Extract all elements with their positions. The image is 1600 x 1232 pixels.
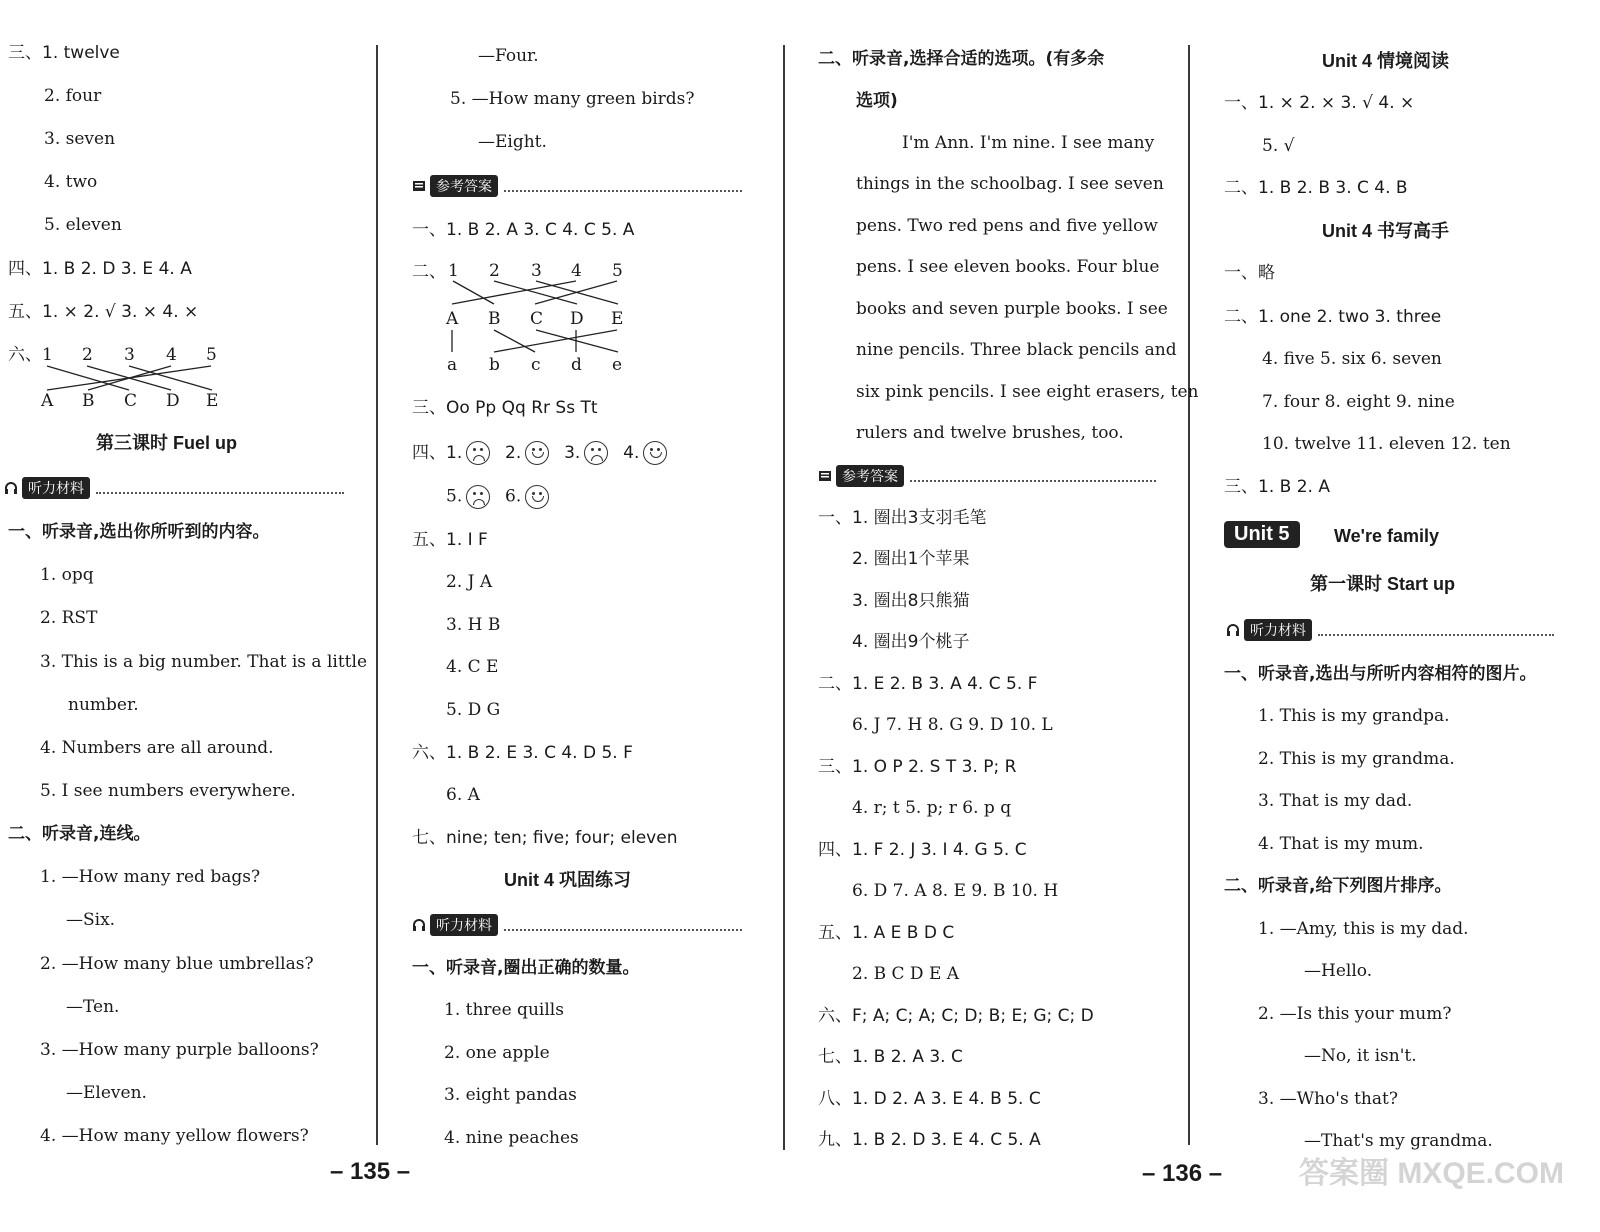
answer-label: [818, 465, 1156, 487]
answer-line: 七、nine; ten; five; four; eleven: [412, 828, 678, 848]
s3-line: 三、1. twelve: [8, 43, 120, 63]
answer-line: [446, 485, 553, 509]
listening-label: [1226, 619, 1554, 641]
answer-line: 一、1. 圈出3支羽毛笔: [818, 508, 987, 528]
match-top-label: 2: [489, 261, 500, 281]
listening-label: [412, 914, 742, 936]
unit-title: Unit 4 书写高手: [1322, 221, 1450, 241]
question-title: 一、听录音,圈出正确的数量。: [412, 958, 640, 978]
s6-prefix: 六、: [8, 345, 42, 365]
match-mid-label: E: [611, 309, 624, 329]
q-item: 4. That is my mum.: [1258, 834, 1424, 854]
q-item: 1. —How many red bags?: [40, 867, 261, 887]
match-top-label: 2: [82, 345, 93, 365]
match-bottom-label: d: [571, 355, 582, 375]
q-item: —Eight.: [478, 132, 547, 152]
q-item: 5. —How many green birds?: [450, 89, 695, 109]
unit-badge: Unit 5: [1224, 521, 1300, 548]
answer-line: 10. twelve 11. eleven 12. ten: [1262, 434, 1511, 454]
a4-num: 4.: [623, 443, 640, 463]
q-item: 3. That is my dad.: [1258, 791, 1413, 811]
a4-num: 1.: [446, 443, 463, 463]
match-line: [494, 281, 577, 304]
s6-matching-diagram: [36, 340, 236, 415]
answer-line: 五、1. I F: [412, 530, 488, 550]
listening-tag: 听力材料: [430, 914, 498, 936]
q-item: number.: [68, 695, 139, 715]
watermark-logo: [1299, 1158, 1564, 1190]
answer-line: 六、F; A; C; A; C; D; B; E; G; C; D: [818, 1006, 1094, 1026]
q-item: 3. This is a big number. That is a little: [40, 652, 368, 672]
q-item: 4. nine peaches: [444, 1128, 579, 1148]
passage-line: books and seven purple books. I see: [856, 299, 1168, 319]
lesson-title: 第一课时 Start up: [1310, 574, 1456, 594]
page-gutter: [783, 45, 785, 1150]
listening-tag: 听力材料: [1244, 619, 1312, 641]
answer-line: 4. r; t 5. p; r 6. p q: [852, 798, 1012, 818]
match-bottom-label: B: [82, 391, 95, 411]
page-number: – 136 –: [1142, 1160, 1223, 1187]
answer-line: [412, 441, 671, 465]
s3-line: 2. four: [44, 86, 102, 106]
s4-answers: 四、1. B 2. D 3. E 4. A: [8, 259, 192, 279]
q-item: 1. opq: [40, 565, 94, 585]
answer-line: 6. A: [446, 785, 480, 805]
dotted-rule: [504, 180, 742, 192]
answer-tag: 参考答案: [430, 175, 498, 197]
unit-title: Unit 4 巩固练习: [504, 870, 632, 890]
listening-label: [4, 477, 344, 499]
answer-line: 五、1. A E B D C: [818, 923, 955, 943]
passage-line: I'm Ann. I'm nine. I see many: [902, 133, 1155, 153]
question-title: 一、听录音,选出你所听到的内容。: [8, 522, 270, 542]
match-bottom-label: D: [166, 391, 180, 411]
column-divider: [1188, 45, 1190, 1145]
answer-line: 六、1. B 2. E 3. C 4. D 5. F: [412, 743, 633, 763]
question-title: 选项): [856, 91, 898, 111]
match-top-label: 1: [42, 345, 53, 365]
dotted-rule: [504, 919, 742, 931]
match-bottom-label: C: [124, 391, 138, 411]
match-bottom-label: a: [447, 355, 458, 375]
match-mid-label: C: [530, 309, 544, 329]
q-item: —Eleven.: [66, 1083, 147, 1103]
answer-line: 4. C E: [446, 657, 499, 677]
headphones-icon: [412, 918, 426, 932]
match-top-label: 5: [206, 345, 217, 365]
match-top-label: 5: [612, 261, 623, 281]
match-line: [452, 281, 576, 304]
answer-tag: 参考答案: [836, 465, 904, 487]
match-bottom-label: c: [531, 355, 541, 375]
passage-line: six pink pencils. I see eight erasers, ten: [856, 382, 1199, 402]
match-top-label: 3: [531, 261, 542, 281]
a4-num: 6.: [505, 486, 522, 507]
match-bottom-label: b: [489, 355, 500, 375]
match-top-label: 4: [571, 261, 582, 281]
headphones-icon: [1226, 623, 1240, 637]
answer-line: 四、1. F 2. J 3. I 4. G 5. C: [818, 840, 1027, 860]
answer-line: 2. 圈出1个苹果: [852, 549, 970, 569]
passage-line: pens. I see eleven books. Four blue: [856, 257, 1160, 277]
answer-line: 4. 圈出9个桃子: [852, 632, 970, 652]
q-item: —Four.: [478, 46, 539, 66]
match-bottom-label: e: [612, 355, 623, 375]
match-line: [494, 330, 617, 352]
answer-line: 7. four 8. eight 9. nine: [1262, 392, 1455, 412]
a4-prefix: 四、: [412, 443, 446, 463]
q-item: 1. This is my grandpa.: [1258, 706, 1450, 726]
sad-face-icon: [584, 441, 608, 465]
page-number: – 135 –: [330, 1158, 411, 1185]
answer-line: 一、1. × 2. × 3. √ 4. ×: [1224, 93, 1415, 113]
passage-line: things in the schoolbag. I see seven: [856, 174, 1164, 194]
s3-line: 5. eleven: [44, 215, 122, 235]
dotted-rule: [1318, 624, 1554, 636]
q-item: 4. —How many yellow flowers?: [40, 1126, 309, 1146]
answer-line: 二、1. E 2. B 3. A 4. C 5. F: [818, 674, 1038, 694]
answer-line: 6. J 7. H 8. G 9. D 10. L: [852, 715, 1053, 735]
a2-matching-diagram: [442, 256, 642, 378]
dotted-rule: [910, 470, 1156, 482]
q-item: 3. —Who's that?: [1258, 1089, 1398, 1109]
a4-num: 5.: [446, 486, 463, 507]
q-item: 3. —How many purple balloons?: [40, 1040, 319, 1060]
q-item: 2. RST: [40, 608, 98, 628]
q-item: 2. one apple: [444, 1043, 550, 1063]
q-item: —No, it isn't.: [1304, 1046, 1417, 1066]
answer-line: 3. H B: [446, 615, 501, 635]
match-line: [47, 366, 129, 390]
sad-face-icon: [466, 441, 490, 465]
answer-line: 二、1. B 2. B 3. C 4. B: [1224, 178, 1408, 198]
match-bottom-label: E: [206, 391, 219, 411]
q-item: 1. three quills: [444, 1000, 564, 1020]
answer-line: 三、1. B 2. A: [1224, 477, 1330, 497]
q-item: —That's my grandma.: [1304, 1131, 1493, 1151]
answer-line: 6. D 7. A 8. E 9. B 10. H: [852, 881, 1059, 901]
book-icon: [818, 469, 832, 483]
match-mid-label: D: [570, 309, 584, 329]
answer-line: 2. J A: [446, 572, 493, 592]
passage-line: pens. Two red pens and five yellow: [856, 216, 1158, 236]
s3-line: 3. seven: [44, 129, 116, 149]
listening-tag: 听力材料: [22, 477, 90, 499]
match-line: [47, 366, 211, 390]
answer-line: 三、Oo Pp Qq Rr Ss Tt: [412, 398, 598, 418]
a4-num: 3.: [564, 443, 581, 463]
question-title: 一、听录音,选出与所听内容相符的图片。: [1224, 664, 1537, 684]
answer-line: 七、1. B 2. A 3. C: [818, 1047, 963, 1067]
unit-title: Unit 4 情境阅读: [1322, 51, 1450, 71]
passage-line: rulers and twelve brushes, too.: [856, 423, 1124, 443]
match-mid-label: A: [446, 309, 459, 329]
q-item: 5. I see numbers everywhere.: [40, 781, 296, 801]
q-item: 3. eight pandas: [444, 1085, 577, 1105]
q-item: —Ten.: [66, 997, 120, 1017]
q-item: 2. —Is this your mum?: [1258, 1004, 1452, 1024]
q-item: 4. Numbers are all around.: [40, 738, 274, 758]
answer-line: 5. D G: [446, 700, 501, 720]
answer-line: 一、略: [1224, 263, 1275, 283]
answer-line: 4. five 5. six 6. seven: [1262, 349, 1442, 369]
q-item: 2. This is my grandma.: [1258, 749, 1455, 769]
answer-line: 2. B C D E A: [852, 964, 960, 984]
question-title: 二、听录音,给下列图片排序。: [1224, 876, 1452, 896]
book-icon: [412, 179, 426, 193]
q-item: 2. —How many blue umbrellas?: [40, 954, 314, 974]
answer-line: 一、1. B 2. A 3. C 4. C 5. A: [412, 220, 635, 240]
happy-face-icon: [525, 441, 549, 465]
answer-label: [412, 175, 742, 197]
q-item: —Six.: [66, 910, 116, 930]
happy-face-icon: [643, 441, 667, 465]
match-line: [129, 366, 212, 390]
q-item: —Hello.: [1304, 961, 1373, 981]
unit-name: We're family: [1334, 526, 1439, 546]
answer-line: 3. 圈出8只熊猫: [852, 591, 970, 611]
match-mid-label: B: [488, 309, 501, 329]
match-top-label: 3: [124, 345, 135, 365]
happy-face-icon: [525, 485, 549, 509]
answer-line: 5. √: [1262, 136, 1295, 156]
match-line: [536, 330, 618, 352]
question-title: 二、听录音,连线。: [8, 824, 151, 844]
column-divider: [376, 45, 378, 1145]
a4-num: 2.: [505, 443, 522, 463]
answer-line: 三、1. O P 2. S T 3. P; R: [818, 757, 1017, 777]
answer-line: 八、1. D 2. A 3. E 4. B 5. C: [818, 1089, 1041, 1109]
lesson-title: 第三课时 Fuel up: [96, 433, 237, 453]
match-top-label: 1: [448, 261, 459, 281]
s5-answers: 五、1. × 2. √ 3. × 4. ×: [8, 302, 199, 322]
dotted-rule: [96, 482, 344, 494]
match-bottom-label: A: [41, 391, 54, 411]
a2-prefix: 二、: [412, 262, 446, 282]
answer-line: 九、1. B 2. D 3. E 4. C 5. A: [818, 1130, 1041, 1150]
watermark-text: 答案圈 MXQE.COM: [1298, 1157, 1564, 1190]
match-top-label: 4: [166, 345, 177, 365]
answer-line: 二、1. one 2. two 3. three: [1224, 307, 1442, 327]
passage-line: nine pencils. Three black pencils and: [856, 340, 1177, 360]
headphones-icon: [4, 481, 18, 495]
sad-face-icon: [466, 485, 490, 509]
s3-line: 4. two: [44, 172, 98, 192]
q-item: 1. —Amy, this is my dad.: [1258, 919, 1469, 939]
question-title: 二、听录音,选择合适的选项。(有多余: [818, 49, 1105, 69]
